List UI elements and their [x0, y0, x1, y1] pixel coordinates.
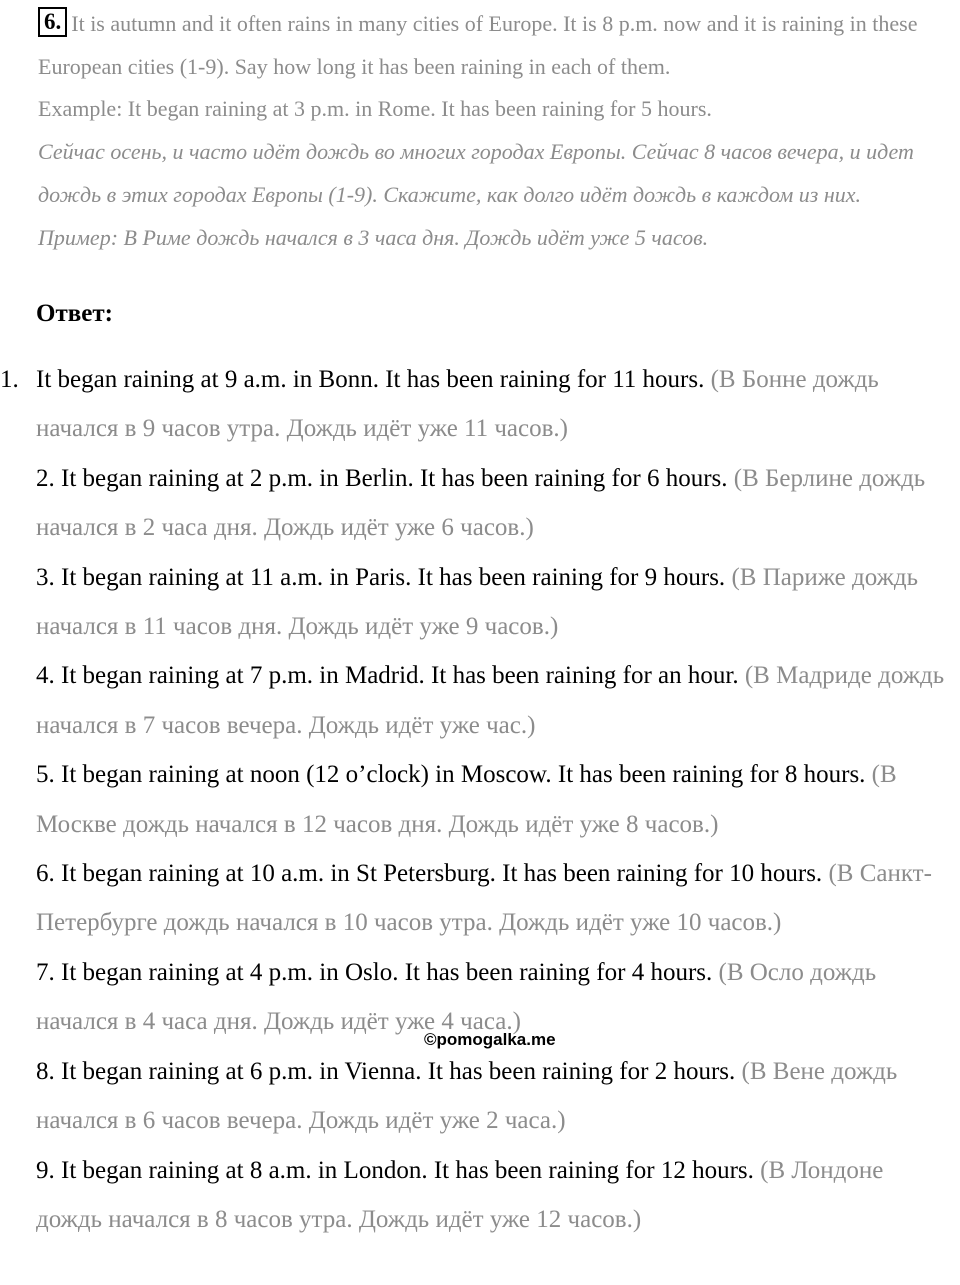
answer-en: 8. It began raining at 6 p.m. in Vienna. It has been raining for 2 hours. [36, 1057, 736, 1085]
answer-marker: 1. [0, 366, 19, 393]
answer-ru: (В Санкт-Петербурге дождь начался в 10 часов утра. Дождь идёт уже 10 часов.) [36, 860, 932, 937]
answer-en: 5. It began raining at noon (12 o’clock) in Moscow. It has been raining for 8 hours. [36, 761, 866, 789]
answer-ru: (В Лондоне дождь начался в 8 часов утра. Дождь идёт уже 12 часов.) [36, 1156, 884, 1233]
answer-en: 2. It began raining at 2 p.m. in Berlin. It has been raining for 6 hours. [36, 464, 728, 492]
answer-item-2 [0, 454, 960, 553]
answer-en: 9. It began raining at 8 a.m. in London. It has been raining for 12 hours. [36, 1156, 754, 1184]
task-intro-en-paragraph [38, 2, 958, 88]
answer-item-3 [0, 553, 960, 652]
answer-en: 4. It began raining at 7 p.m. in Madrid. It has been raining for an hour. [36, 662, 739, 690]
answer-item-4 [0, 651, 960, 750]
task-example-ru: Пример: В Риме дождь начался в 3 часа дня. Дождь идёт уже 5 часов. [38, 225, 709, 250]
watermark: ©pomogalka.me [424, 1030, 556, 1049]
answer-item-9 [0, 1146, 960, 1245]
answer-en: It began raining at 9 a.m. in Bonn. It has been raining for 11 hours. [36, 366, 705, 393]
task-example-en: Example: It began raining at 3 p.m. in Rome. It has been raining for 5 hours. [38, 96, 712, 121]
answer-item-8 [0, 1047, 960, 1146]
answer-ru: (В Мадриде дождь начался в 7 часов вечера. Дождь идёт уже час.) [36, 662, 945, 739]
answer-en: 7. It began raining at 4 p.m. in Oslo. It has been raining for 4 hours. [36, 958, 713, 986]
answer-ru: (В Москве дождь начался в 12 часов дня. Дождь идёт уже 8 часов.) [36, 761, 897, 838]
answer-en: 3. It began raining at 11 a.m. in Paris. It has been raining for 9 hours. [36, 563, 726, 591]
answer-ru: (В Бонне дождь начался в 9 часов утра. Дождь идёт уже 11 часов.) [36, 366, 879, 443]
task-number-badge: 6. [38, 7, 67, 37]
answer-item-5 [0, 750, 960, 849]
answer-list [0, 355, 960, 1244]
answer-ru: (В Вене дождь начался в 6 часов вечера. Дождь идёт уже 2 часа.) [36, 1057, 898, 1135]
answer-ru: (В Берлине дождь начался в 2 часа дня. Дождь идёт уже 6 часов.) [36, 464, 926, 542]
answer-item-1 [0, 355, 960, 454]
answer-heading: Ответ: [36, 300, 113, 327]
answer-ru: (В Париже дождь начался в 11 часов дня. Дождь идёт уже 9 часов.) [36, 563, 918, 641]
answer-item-6 [0, 849, 960, 948]
task-intro-ru: Сейчас осень, и часто идёт дождь во многих городах Европы. Сейчас 8 часов вечера, и идет дождь в этих городах Европы (1-9). Скажите, как долго идёт дождь в каждом из них. [38, 139, 914, 207]
task-intro-en: It is autumn and it often rains in many cities of Europe. It is 8 p.m. now and it is raining in these European cities (1-9). Say how long it has been raining in each of them. [38, 11, 918, 79]
task-statement [38, 2, 958, 259]
answer-en: 6. It began raining at 10 a.m. in St Petersburg. It has been raining for 10 hours. [36, 860, 823, 888]
answer-ru: (В Осло дождь начался в 4 часа дня. Дождь идёт уже 4 часа.) [36, 958, 877, 1036]
